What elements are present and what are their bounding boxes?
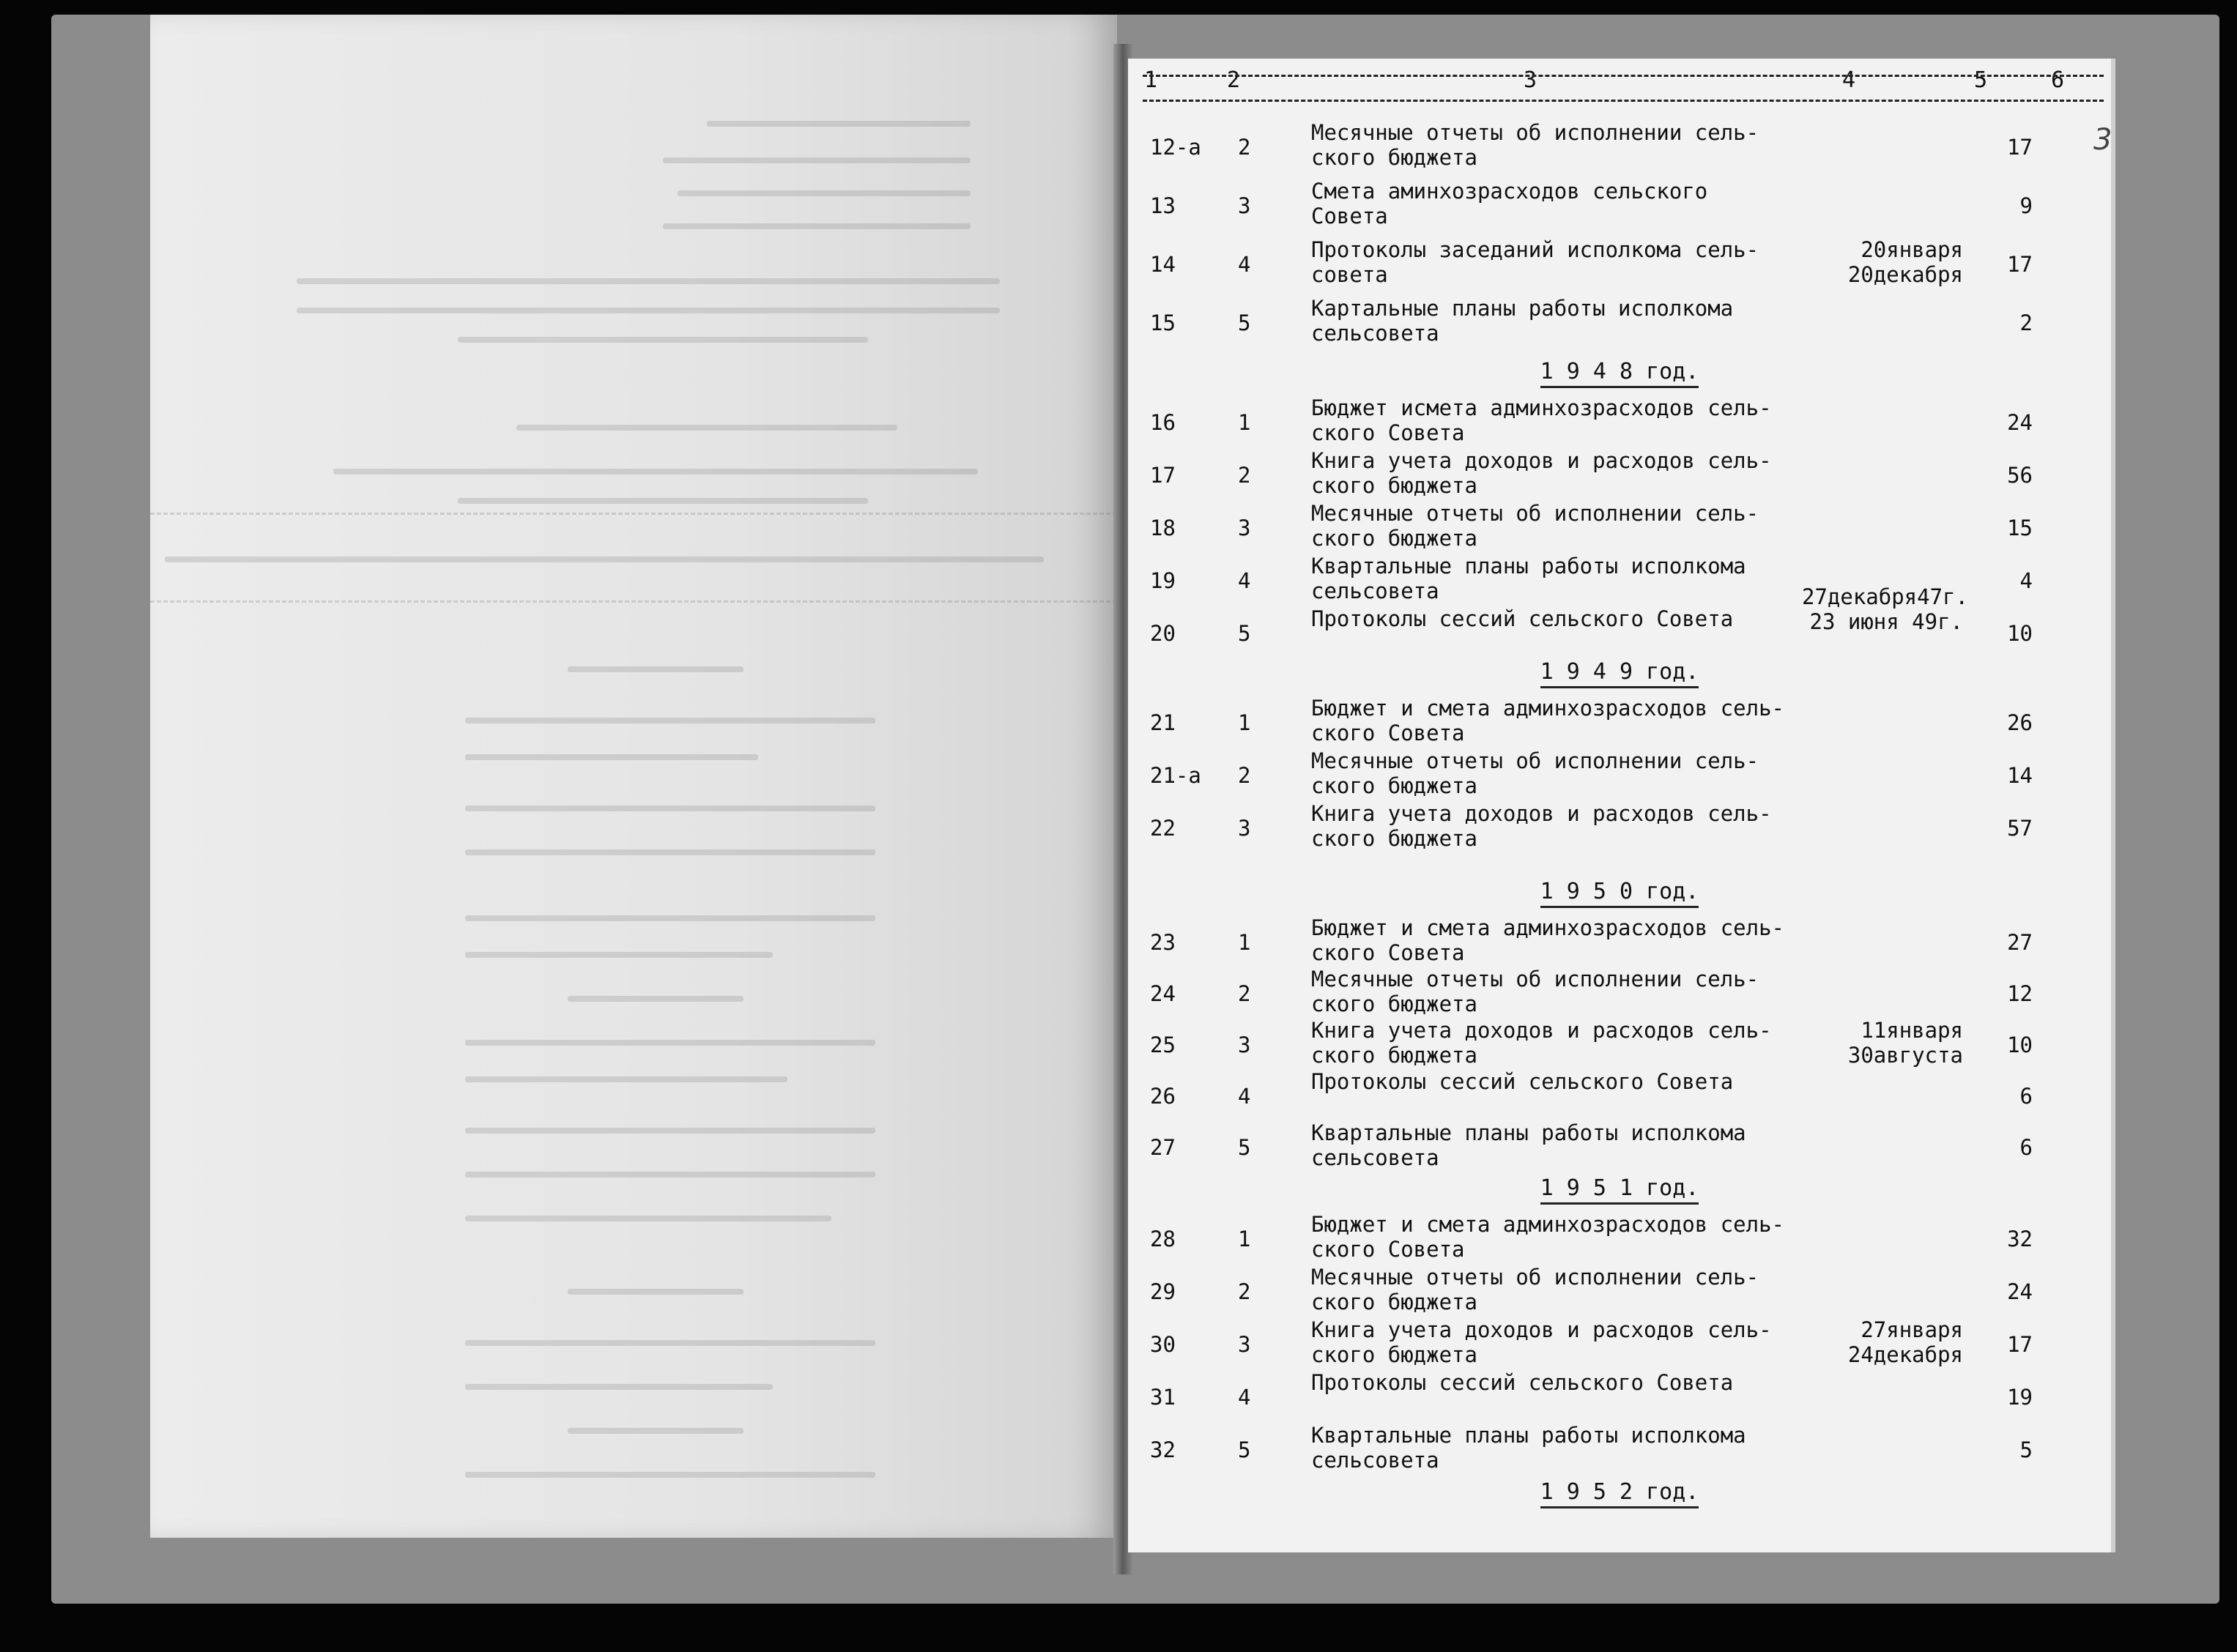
file-title-line: сельсовета	[1311, 321, 1439, 346]
file-number: 29	[1150, 1279, 1176, 1304]
sheet-count: 14	[2007, 763, 2033, 788]
file-title-line: сельсовета	[1311, 578, 1439, 603]
item-number: 5	[1238, 621, 1251, 646]
file-title	[1311, 179, 1868, 228]
item-number: 4	[1238, 1385, 1251, 1410]
file-number: 15	[1150, 310, 1176, 335]
date-line: 20декабря	[1847, 262, 1963, 287]
item-number: 4	[1238, 568, 1251, 593]
file-title	[1311, 1317, 1868, 1367]
item-number: 1	[1238, 710, 1251, 735]
sheet-count: 4	[2019, 568, 2033, 593]
file-title-line: ского бюджета	[1311, 1043, 1477, 1068]
file-title-line: ского Совета	[1311, 1237, 1465, 1262]
file-title	[1311, 1120, 1868, 1170]
item-number: 5	[1238, 310, 1251, 335]
file-number: 25	[1150, 1032, 1176, 1057]
left-page-bleedthrough	[150, 15, 1117, 1538]
date-line: 27декабря47г.	[1802, 584, 1968, 609]
file-title-line: сельсовета	[1311, 1448, 1439, 1473]
file-title-line: Протоколы сессий сельского Совета	[1311, 1069, 1734, 1094]
col-number: 5	[1974, 67, 1988, 93]
file-title-line: ского бюджета	[1311, 1290, 1477, 1314]
item-number: 3	[1238, 1032, 1251, 1057]
inventory-page	[1128, 59, 2111, 1552]
sheet-count: 26	[2007, 710, 2033, 735]
sheet-count: 10	[2007, 1032, 2033, 1057]
file-number: 12-а	[1150, 135, 1201, 160]
file-title-line: Месячные отчеты об исполнении сель-	[1311, 501, 1759, 526]
date-line: 27января	[1861, 1317, 1963, 1342]
file-title-line: сельсовета	[1311, 1145, 1439, 1170]
file-title-line: Протоколы сессий сельского Совета	[1311, 1370, 1734, 1395]
sheet-count: 27	[2007, 930, 2033, 955]
item-number: 3	[1238, 193, 1251, 218]
file-title-line: Бюджет и смета админхозрасходов сель-	[1311, 696, 1785, 721]
item-number: 1	[1238, 410, 1251, 435]
sheet-count: 17	[2007, 252, 2033, 277]
file-title-line: Протоколы сессий сельского Совета	[1311, 606, 1734, 631]
col-number: 1	[1144, 67, 1158, 93]
sheet-count: 12	[2007, 981, 2033, 1006]
file-title-line: ского Совета	[1311, 420, 1465, 445]
file-number: 31	[1150, 1385, 1176, 1410]
file-number: 28	[1150, 1227, 1176, 1251]
file-title-line: Квартальные планы работы исполкома	[1311, 1120, 1746, 1145]
col-number: 4	[1842, 67, 1856, 93]
sheet-count: 6	[2019, 1084, 2033, 1109]
sheet-count: 57	[2007, 816, 2033, 841]
file-number: 24	[1150, 981, 1176, 1006]
sheet-count: 24	[2007, 410, 2033, 435]
date-line: 30августа	[1847, 1043, 1963, 1068]
file-title-line: ского бюджета	[1311, 991, 1477, 1016]
date-range	[1802, 584, 1968, 634]
sheet-count: 56	[2007, 463, 2033, 488]
sheet-count: 17	[2007, 135, 2033, 160]
file-title	[1311, 801, 1868, 851]
sheet-count: 15	[2007, 516, 2033, 540]
file-title-line: ского бюджета	[1311, 826, 1477, 851]
file-number: 16	[1150, 410, 1176, 435]
file-title	[1311, 1370, 1868, 1395]
file-title-line: ского бюджета	[1311, 473, 1477, 498]
file-title	[1311, 1423, 1868, 1473]
file-number: 26	[1150, 1084, 1176, 1109]
date-range	[1802, 1317, 1963, 1367]
file-title-line: Квартальные планы работы исполкома	[1311, 554, 1746, 578]
date-line: 11января	[1861, 1018, 1963, 1043]
item-number: 2	[1238, 1279, 1251, 1304]
file-title	[1311, 237, 1868, 287]
col-number: 3	[1524, 67, 1537, 93]
file-title-line: Книга учета доходов и расходов сель-	[1311, 1317, 1772, 1342]
file-number: 14	[1150, 252, 1176, 277]
col-number: 6	[2051, 67, 2065, 93]
file-title	[1311, 1265, 1868, 1314]
item-number: 1	[1238, 930, 1251, 955]
date-line: 20января	[1861, 237, 1963, 262]
file-title-line: Месячные отчеты об исполнении сель-	[1311, 120, 1759, 145]
file-number: 21	[1150, 710, 1176, 735]
file-title	[1311, 696, 1868, 745]
item-number: 2	[1238, 463, 1251, 488]
sheet-count: 10	[2007, 621, 2033, 646]
file-title-line: Бюджет и смета админхозрасходов сель-	[1311, 1212, 1785, 1237]
file-title	[1311, 1018, 1868, 1068]
file-title	[1311, 554, 1868, 603]
sheet-count: 2	[2019, 310, 2033, 335]
year-heading-1949: 1 9 4 9 год.	[1128, 659, 2111, 688]
file-title-line: Смета аминхозрасходов сельского	[1311, 179, 1708, 204]
file-title-line: Месячные отчеты об исполнении сель-	[1311, 967, 1759, 991]
sheet-count: 24	[2007, 1279, 2033, 1304]
sheet-count: 9	[2019, 193, 2033, 218]
file-title-line: Бюджет и смета админхозрасходов сель-	[1311, 915, 1785, 940]
file-title	[1311, 448, 1868, 498]
date-line: 24декабря	[1847, 1342, 1963, 1367]
file-number: 18	[1150, 516, 1176, 540]
item-number: 2	[1238, 981, 1251, 1006]
file-number: 19	[1150, 568, 1176, 593]
file-number: 27	[1150, 1135, 1176, 1160]
file-title	[1311, 915, 1868, 965]
file-title	[1311, 296, 1868, 346]
sheet-count: 19	[2007, 1385, 2033, 1410]
sheet-count: 6	[2019, 1135, 2033, 1160]
file-title-line: ского бюджета	[1311, 526, 1477, 551]
sheet-count: 5	[2019, 1437, 2033, 1462]
file-number: 23	[1150, 930, 1176, 955]
file-number: 21-а	[1150, 763, 1201, 788]
file-title	[1311, 1069, 1868, 1094]
column-number-header	[1128, 67, 2111, 97]
header-dashed-line	[1143, 75, 2104, 77]
file-title-line: Квартальные планы работы исполкома	[1311, 1423, 1746, 1448]
sheet-count: 17	[2007, 1332, 2033, 1357]
item-number: 2	[1238, 135, 1251, 160]
file-title-line: Протоколы заседаний исполкома сель-	[1311, 237, 1759, 262]
file-number: 22	[1150, 816, 1176, 841]
file-title-line: Книга учета доходов и расходов сель-	[1311, 448, 1772, 473]
item-number: 3	[1238, 816, 1251, 841]
item-number: 2	[1238, 763, 1251, 788]
year-heading-1948: 1 9 4 8 год.	[1128, 359, 2111, 388]
header-dashed-line	[1143, 100, 2104, 102]
file-title-line: ского Совета	[1311, 721, 1465, 745]
file-number: 20	[1150, 621, 1176, 646]
file-title-line: Книга учета доходов и расходов сель-	[1311, 1018, 1772, 1043]
file-title-line: Картальные планы работы исполкома	[1311, 296, 1734, 321]
file-title-line: совета	[1311, 262, 1388, 287]
item-number: 4	[1238, 252, 1251, 277]
file-title	[1311, 395, 1868, 445]
year-heading-1952: 1 9 5 2 год.	[1128, 1479, 2111, 1508]
file-title-line: Месячные отчеты об исполнении сель-	[1311, 1265, 1759, 1290]
page-number: 3	[2093, 123, 2112, 157]
file-title	[1311, 967, 1868, 1016]
bleedthrough-text	[150, 15, 1117, 1538]
date-line: 23 июня 49г.	[1809, 609, 1963, 634]
date-range	[1802, 237, 1963, 287]
file-title-line: ского бюджета	[1311, 773, 1477, 798]
file-title-line: Совета	[1311, 204, 1388, 228]
year-heading-1950: 1 9 5 0 год.	[1128, 879, 2111, 908]
item-number: 5	[1238, 1135, 1251, 1160]
file-number: 32	[1150, 1437, 1176, 1462]
file-title	[1311, 501, 1868, 551]
date-range	[1802, 1018, 1963, 1068]
year-heading-1951: 1 9 5 1 год.	[1128, 1175, 2111, 1205]
file-title	[1311, 1212, 1868, 1262]
file-title-line: ского бюджета	[1311, 145, 1477, 170]
item-number: 1	[1238, 1227, 1251, 1251]
file-title-line: Бюджет исмета админхозрасходов сель-	[1311, 395, 1772, 420]
file-number: 30	[1150, 1332, 1176, 1357]
file-number: 17	[1150, 463, 1176, 488]
file-title-line: ского Совета	[1311, 940, 1465, 965]
col-number: 2	[1227, 67, 1241, 93]
item-number: 3	[1238, 516, 1251, 540]
file-title	[1311, 606, 1868, 631]
file-title-line: Книга учета доходов и расходов сель-	[1311, 801, 1772, 826]
sheet-count: 32	[2007, 1227, 2033, 1251]
item-number: 4	[1238, 1084, 1251, 1109]
item-number: 5	[1238, 1437, 1251, 1462]
item-number: 3	[1238, 1332, 1251, 1357]
file-number: 13	[1150, 193, 1176, 218]
file-title-line: ского бюджета	[1311, 1342, 1477, 1367]
file-title-line: Месячные отчеты об исполнении сель-	[1311, 748, 1759, 773]
file-title	[1311, 748, 1868, 798]
file-title	[1311, 120, 1868, 170]
